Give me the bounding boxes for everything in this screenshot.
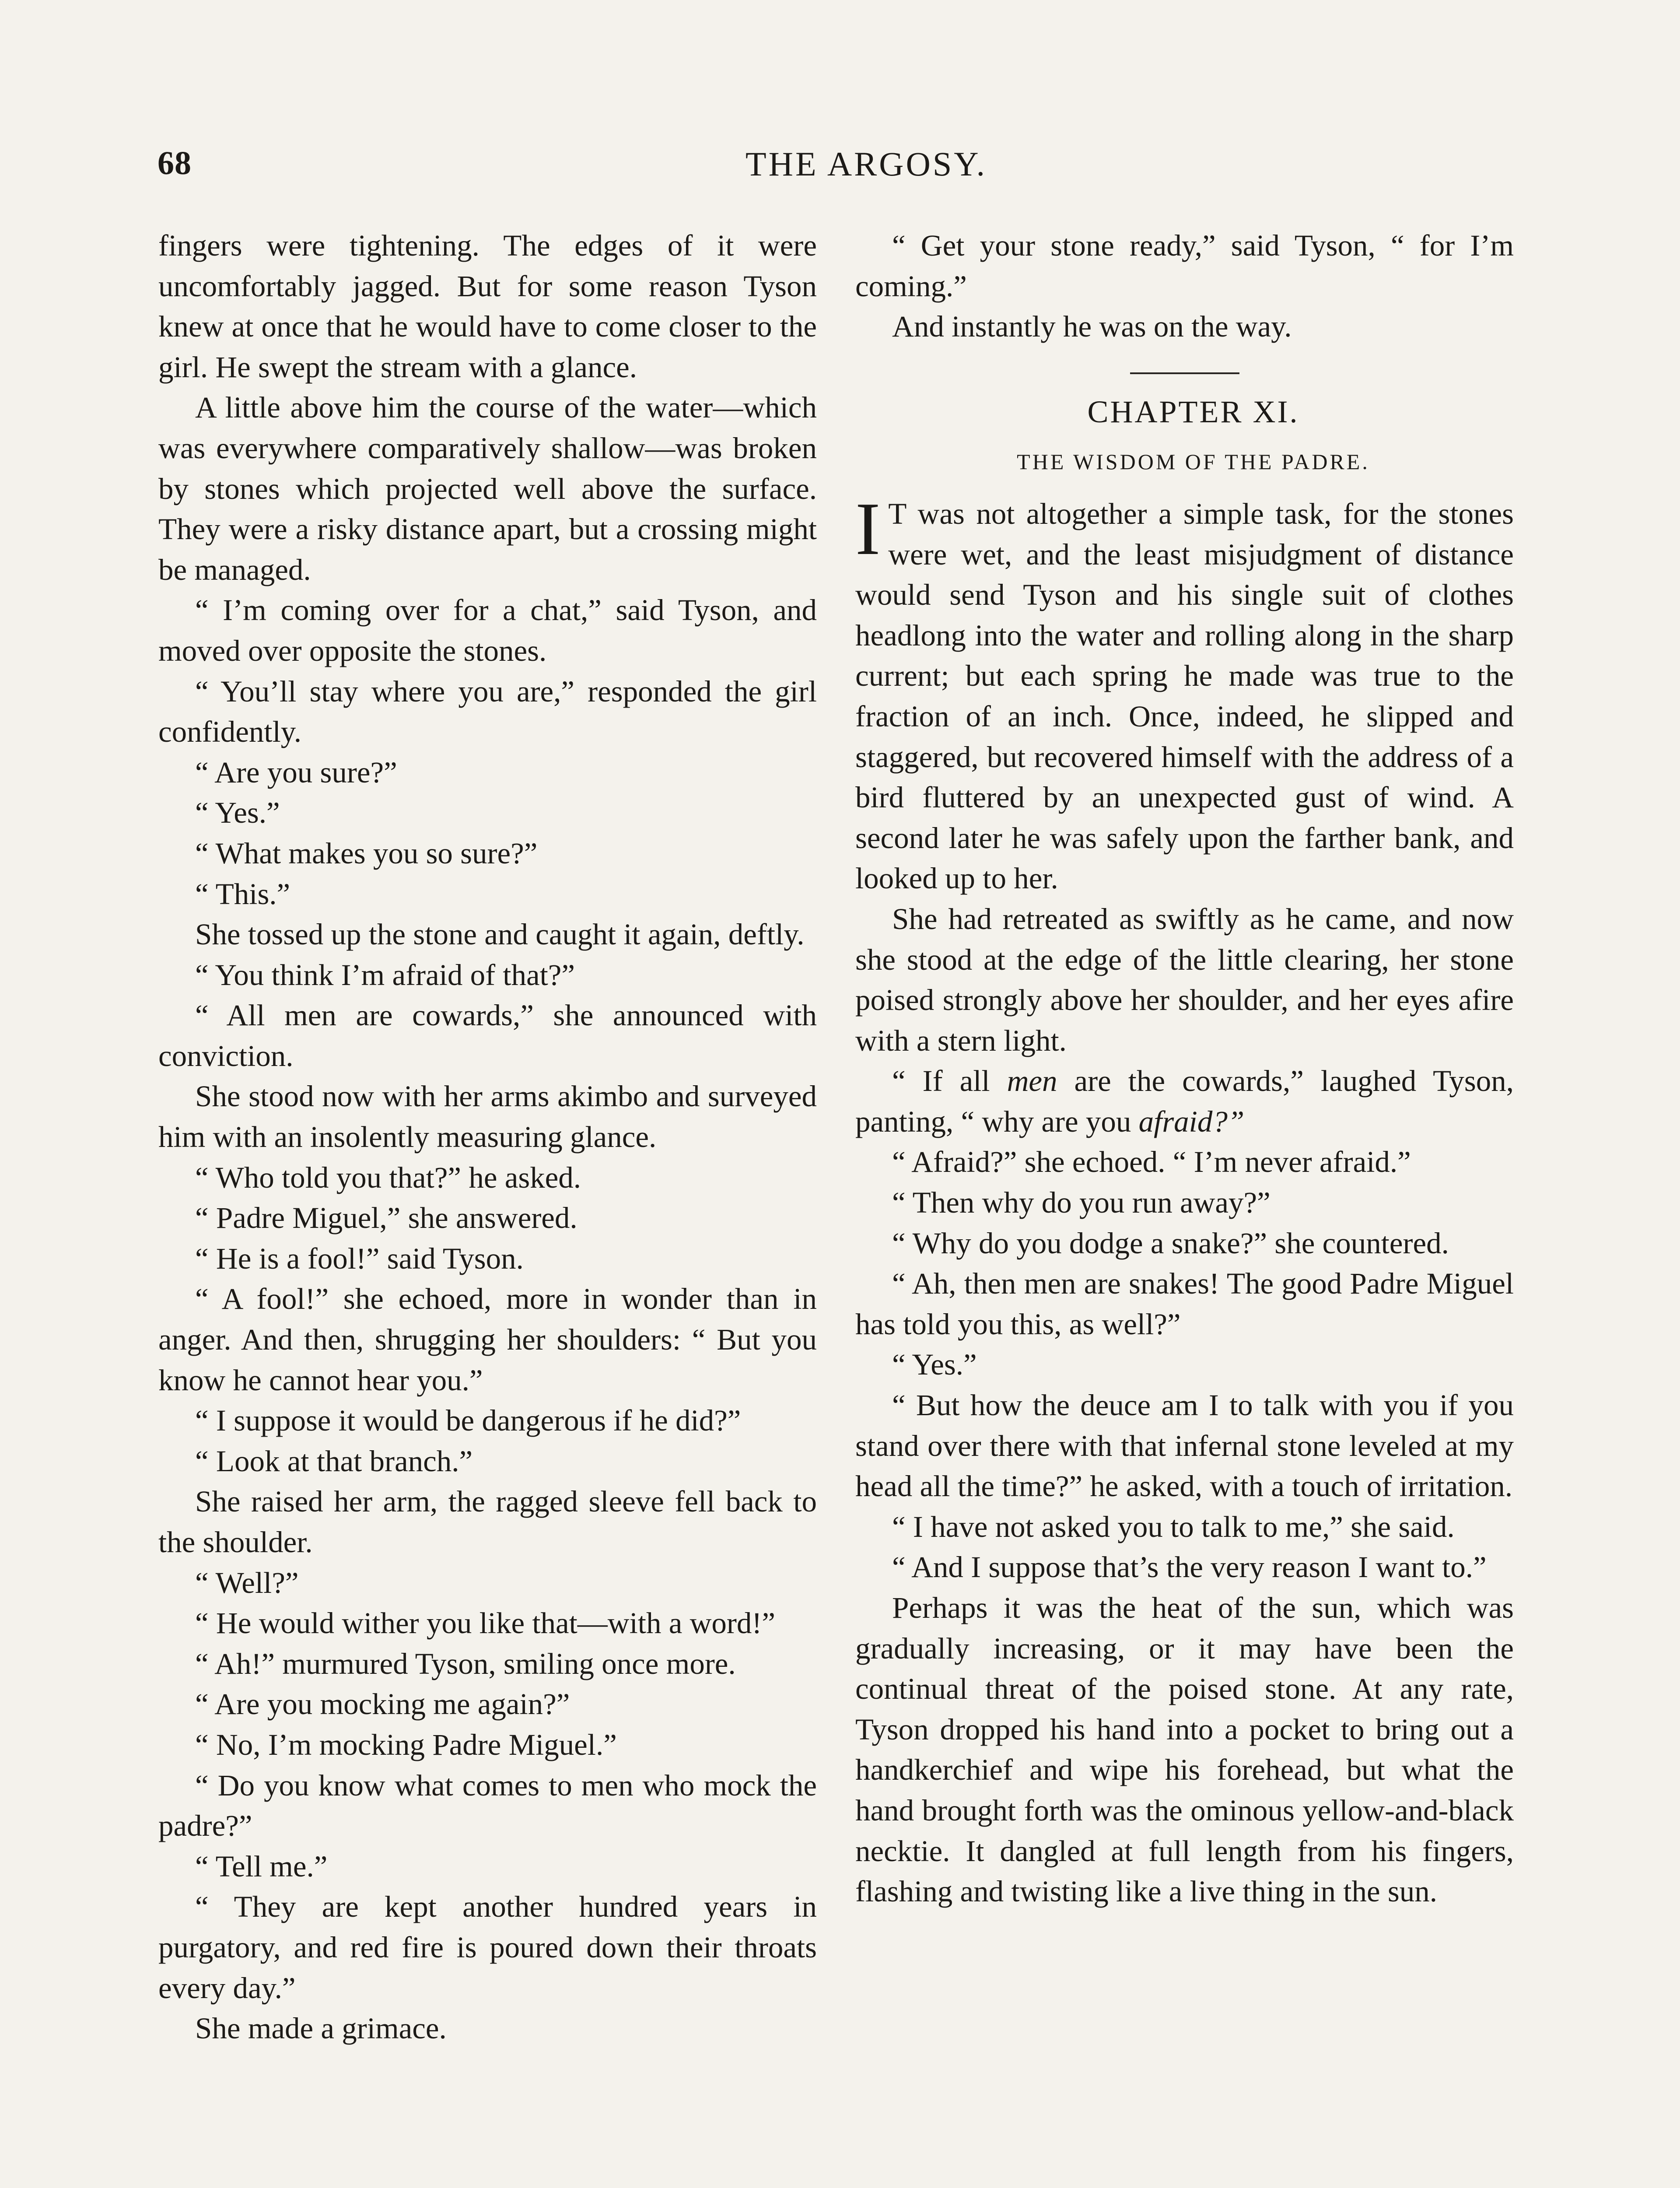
paragraph: “ What makes you so sure?” xyxy=(195,836,538,870)
paragraph: “ This.” xyxy=(195,877,290,911)
paragraph: “ Tell me.” xyxy=(195,1849,328,1883)
paragraph: “ Ah!” murmured Tyson, smiling once more. xyxy=(195,1647,736,1680)
paragraph: “ Are you sure?” xyxy=(195,755,397,789)
drop-cap: I xyxy=(855,487,881,571)
paragraph: A little above him the course of the water—which was everywhere comparatively shallow—was broken by stones which projected well above the surface. They were a risky distance apart, but a crossing might be managed. xyxy=(158,391,817,586)
paragraph: “ Look at that branch.” xyxy=(195,1444,473,1478)
paragraph: “ Padre Miguel,” she answered. xyxy=(195,1201,578,1235)
page-header xyxy=(158,144,1522,193)
paragraph: “ And I suppose that’s the very reason I want to.” xyxy=(892,1550,1487,1584)
paragraph: She tossed up the stone and caught it again, deftly. xyxy=(195,918,805,951)
paragraph: “ All men are cowards,” she announced with conviction. xyxy=(158,999,817,1073)
paragraph: “ Are you mocking me again?” xyxy=(195,1687,570,1721)
running-title: THE ARGOSY. xyxy=(746,145,987,183)
paragraph: Perhaps it was the heat of the sun, which was gradually increasing, or it may have been the continual threat of the poised stone. At any rate, Tyson dropped his hand into a pocket to bring out a handkerchief and wipe his forehead, but what the hand brought forth was the ominous yellow-and-black necktie. It dangled at full length from his fingers, flashing and twisting like a live thing in the sun. xyxy=(855,1591,1514,1908)
paragraph: “ I’m coming over for a chat,” said Tyson, and moved over opposite the stones. xyxy=(158,593,817,667)
paragraph: “ Why do you dodge a snake?” she countered. xyxy=(892,1226,1449,1260)
right-column xyxy=(855,225,1514,1912)
paragraph: And instantly he was on the way. xyxy=(892,310,1292,344)
paragraph: “ Well?” xyxy=(195,1566,299,1599)
paragraph: “ They are kept another hundred years in purgatory, and red fire is poured down their throats every day.” xyxy=(158,1890,817,2005)
paragraph: “ You’ll stay where you are,” responded the girl confidently. xyxy=(158,674,817,749)
paragraph: “ He would wither you like that—with a word!” xyxy=(195,1606,775,1640)
paragraph: fingers were tightening. The edges of it were uncomfortably jagged. But for some reason Tyson knew at once that he would have to come closer to the girl. He swept the stream with a glance. xyxy=(158,229,817,384)
paragraph: “ Get your stone ready,” said Tyson, “ for I’m coming.” xyxy=(855,229,1514,303)
paragraph: She made a grimace. xyxy=(195,2012,447,2045)
paragraph: She stood now with her arms akimbo and surveyed him with an insolently measuring glance. xyxy=(158,1080,817,1154)
paragraph: “ But how the deuce am I to talk with you if you stand over there with that infernal stone leveled at my head all the time?” he asked, with a touch of irritation. xyxy=(855,1389,1514,1503)
paragraph: “ Who told you that?” he asked. xyxy=(195,1161,581,1194)
chapter-opening-paragraph xyxy=(855,487,1514,899)
paragraph: “ Yes.” xyxy=(195,796,280,830)
paragraph: “ Then why do you run away?” xyxy=(892,1186,1270,1220)
chapter-subtitle: THE WISDOM OF THE PADRE. xyxy=(1017,449,1370,474)
paragraph: “ Do you know what comes to men who mock the padre?” xyxy=(158,1768,817,1843)
left-column xyxy=(158,225,817,2049)
paragraph: “ I suppose it would be dangerous if he did?” xyxy=(195,1404,741,1438)
paragraph: “ You think I’m afraid of that?” xyxy=(195,958,575,992)
paragraph: “ Afraid?” she echoed. “ I’m never afraid.” xyxy=(892,1145,1411,1179)
section-divider xyxy=(1130,372,1239,374)
paragraph: She raised her arm, the ragged sleeve fell back to the shoulder. xyxy=(158,1485,817,1559)
paragraph: “ I have not asked you to talk to me,” she said. xyxy=(892,1510,1455,1543)
paragraph: “ Yes.” xyxy=(892,1348,977,1382)
paragraph: “ A fool!” she echoed, more in wonder than in anger. And then, shrugging her shoulders: “ But you know he cannot hear you.” xyxy=(158,1282,817,1397)
text-run: are the cowards,” laughed Tyson, panting, “ why are you xyxy=(855,1064,1514,1138)
italic-text: men xyxy=(1007,1064,1057,1098)
page-number: 68 xyxy=(158,145,192,182)
paragraph: “ Ah, then men are snakes! The good Padre Miguel has told you this, as well?” xyxy=(855,1267,1514,1341)
paragraph xyxy=(855,1061,1514,1142)
paragraph: “ No, I’m mocking Padre Miguel.” xyxy=(195,1728,617,1761)
text-run: “ If all xyxy=(892,1064,1007,1098)
paragraph: “ He is a fool!” said Tyson. xyxy=(195,1241,524,1275)
paragraph: She had retreated as swiftly as he came, and now she stood at the edge of the little clearing, her stone poised strongly above her shoulder, and her eyes afire with a stern light. xyxy=(855,902,1514,1057)
italic-text: afraid?” xyxy=(1138,1105,1245,1138)
chapter-opening-text: T was not altogether a simple task, for the stones were wet, and the least misjudgment of distance would send Tyson and his single suit of clothes headlong into the water and rolling along in the sharp current; but each spring he made was true to the fraction of an inch. Once, indeed, he slipped and staggered, but recovered himself with the address of a bird fluttered by an unexpected gust of wind. A second later he was safely upon the farther bank, and looked up to her. xyxy=(855,497,1514,895)
chapter-title: CHAPTER XI. xyxy=(1087,394,1299,429)
